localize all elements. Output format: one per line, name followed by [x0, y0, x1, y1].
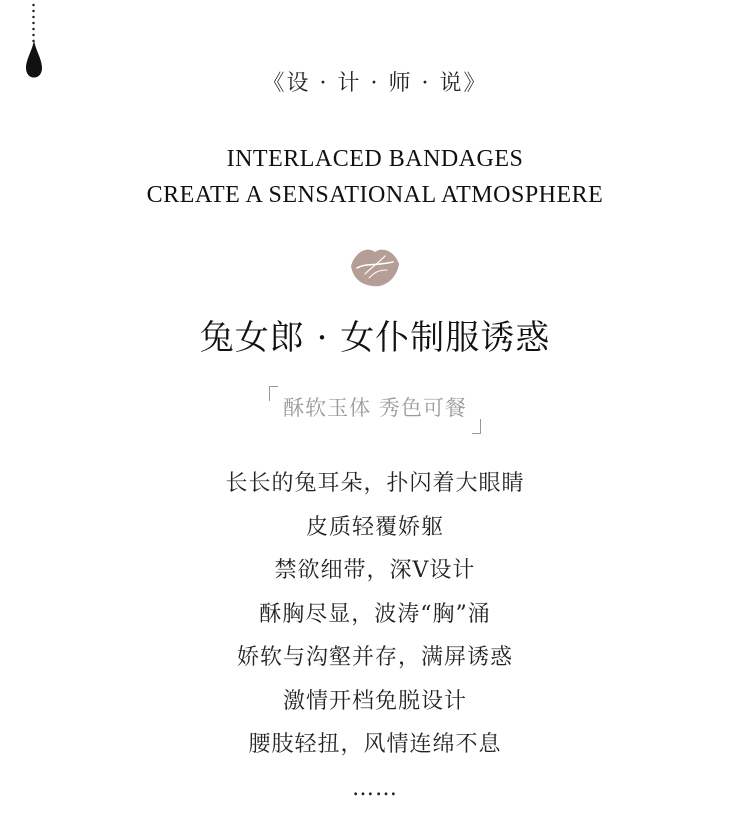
product-title: 兔女郎 · 女仆制服诱惑 — [199, 318, 551, 358]
bracket-close — [472, 419, 481, 434]
description-line: 娇软与沟壑并存，满屏诱惑 — [236, 645, 513, 670]
designer-heading: 《设 · 计 · 师 · 说》 — [262, 71, 488, 96]
description-line: 酥胸尽显，波涛“胸”涌 — [259, 601, 491, 627]
description-line: 长长的兔耳朵，扑闪着大眼睛 — [225, 471, 525, 496]
description-line: 皮质轻覆娇躯 — [305, 514, 444, 540]
description-line: 激情开档免脱设计 — [282, 688, 467, 714]
dotted-line — [32, 2, 35, 42]
description-line: 腰肢轻扭，风情连绵不息 — [248, 732, 502, 757]
english-heading-line-1: INTERLACED BANDAGES — [226, 146, 524, 172]
description-line: 禁欲细带，深V设计 — [274, 558, 476, 583]
tagline-text: 酥软玉体 秀色可餐 — [283, 396, 467, 420]
tagline — [269, 386, 481, 428]
lips-icon — [347, 244, 403, 290]
description-lines — [0, 462, 750, 810]
description-line-ellipsis: …… — [352, 775, 398, 801]
bracket-open — [269, 386, 278, 401]
english-heading-line-2: CREATE A SENSATIONAL ATMOSPHERE — [146, 182, 604, 208]
